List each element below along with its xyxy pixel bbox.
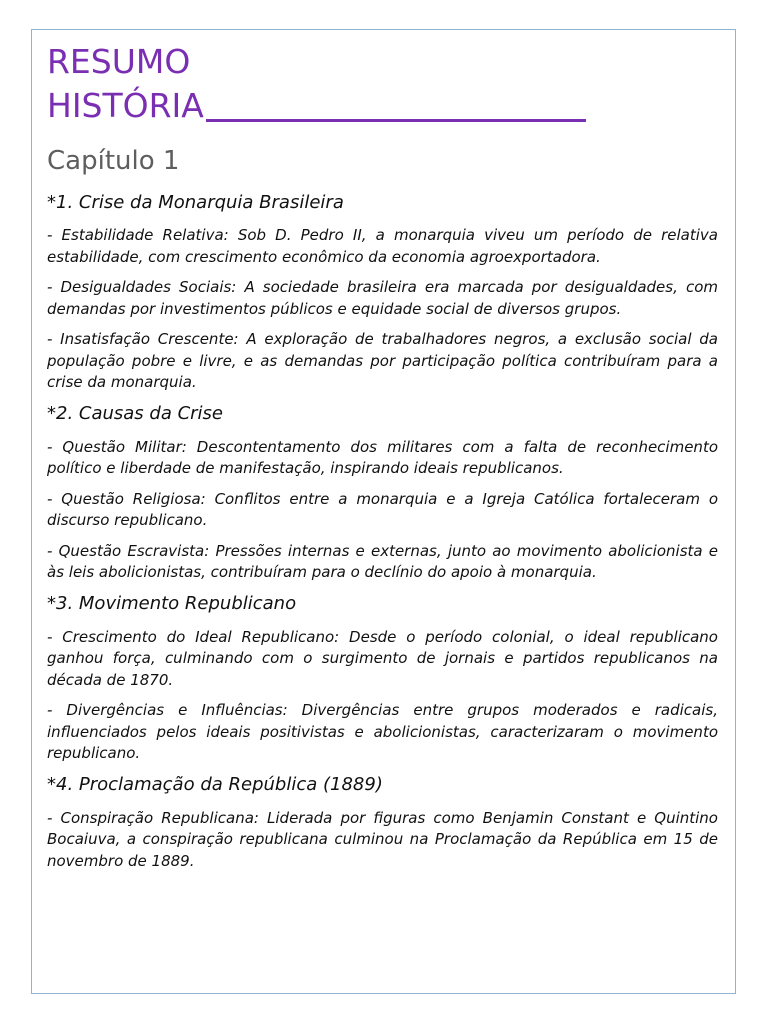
section-2-paragraph-2: - Questão Religiosa: Conflitos entre a monarquia e a Igreja Católica fortaleceram o discurso republicano. bbox=[47, 489, 718, 529]
document-title bbox=[47, 40, 718, 128]
section-heading-3: *3. Movimento Republicano bbox=[47, 592, 297, 614]
section-1-paragraph-1: - Estabilidade Relativa: Sob D. Pedro II, a monarquia viveu um período de relativa estabilidade, com crescimento econômico da economia agroexportadora. bbox=[47, 226, 718, 266]
section-4-paragraph-1: - Conspiração Republicana: Liderada por figuras como Benjamin Constant e Quintino Bocaiuva, a conspiração republicana culminou na Proclamação da República em 15 de novembro de 1889. bbox=[47, 808, 718, 870]
title-line-2: HISTÓRIA bbox=[47, 86, 204, 125]
chapter-heading: Capítulo 1 bbox=[47, 146, 180, 176]
section-heading-4: *4. Proclamação da República (1889) bbox=[47, 773, 383, 795]
section-2-paragraph-3: - Questão Escravista: Pressões internas e externas, junto ao movimento abolicionista e às leis abolicionistas, contribuíram para o declínio do apoio à monarquia. bbox=[47, 541, 718, 581]
section-3-paragraph-1: - Crescimento do Ideal Republicano: Desde o período colonial, o ideal republicano ganhou força, culminando com o surgimento de jornais e partidos republicanos na década de 1870. bbox=[47, 627, 718, 689]
section-3-paragraph-2: - Divergências e Influências: Divergências entre grupos moderados e radicais, influenciados pelos ideais positivistas e abolicionistas, caracterizaram o movimento republicano. bbox=[47, 701, 718, 762]
title-line-1: RESUMO bbox=[47, 42, 191, 81]
section-2-paragraph-1: - Questão Militar: Descontentamento dos militares com a falta de reconhecimento político e liberdade de manifestação, inspirando ideais republicanos. bbox=[47, 437, 718, 477]
document-body bbox=[47, 40, 718, 872]
title-line-2-row bbox=[47, 84, 718, 128]
section-1-paragraph-2: - Desigualdades Sociais: A sociedade brasileira era marcada por desigualdades, com demandas por investimentos públicos e equidade social de diversos grupos. bbox=[47, 278, 718, 318]
section-heading-1: *1. Crise da Monarquia Brasileira bbox=[47, 192, 344, 213]
section-1-paragraph-3: - Insatisfação Crescente: A exploração de trabalhadores negros, a exclusão social da população pobre e livre, e as demandas por participação política contribuíram para a crise da monarquia. bbox=[47, 330, 718, 391]
section-heading-2: *2. Causas da Crise bbox=[47, 402, 224, 424]
title-underline bbox=[206, 119, 586, 122]
